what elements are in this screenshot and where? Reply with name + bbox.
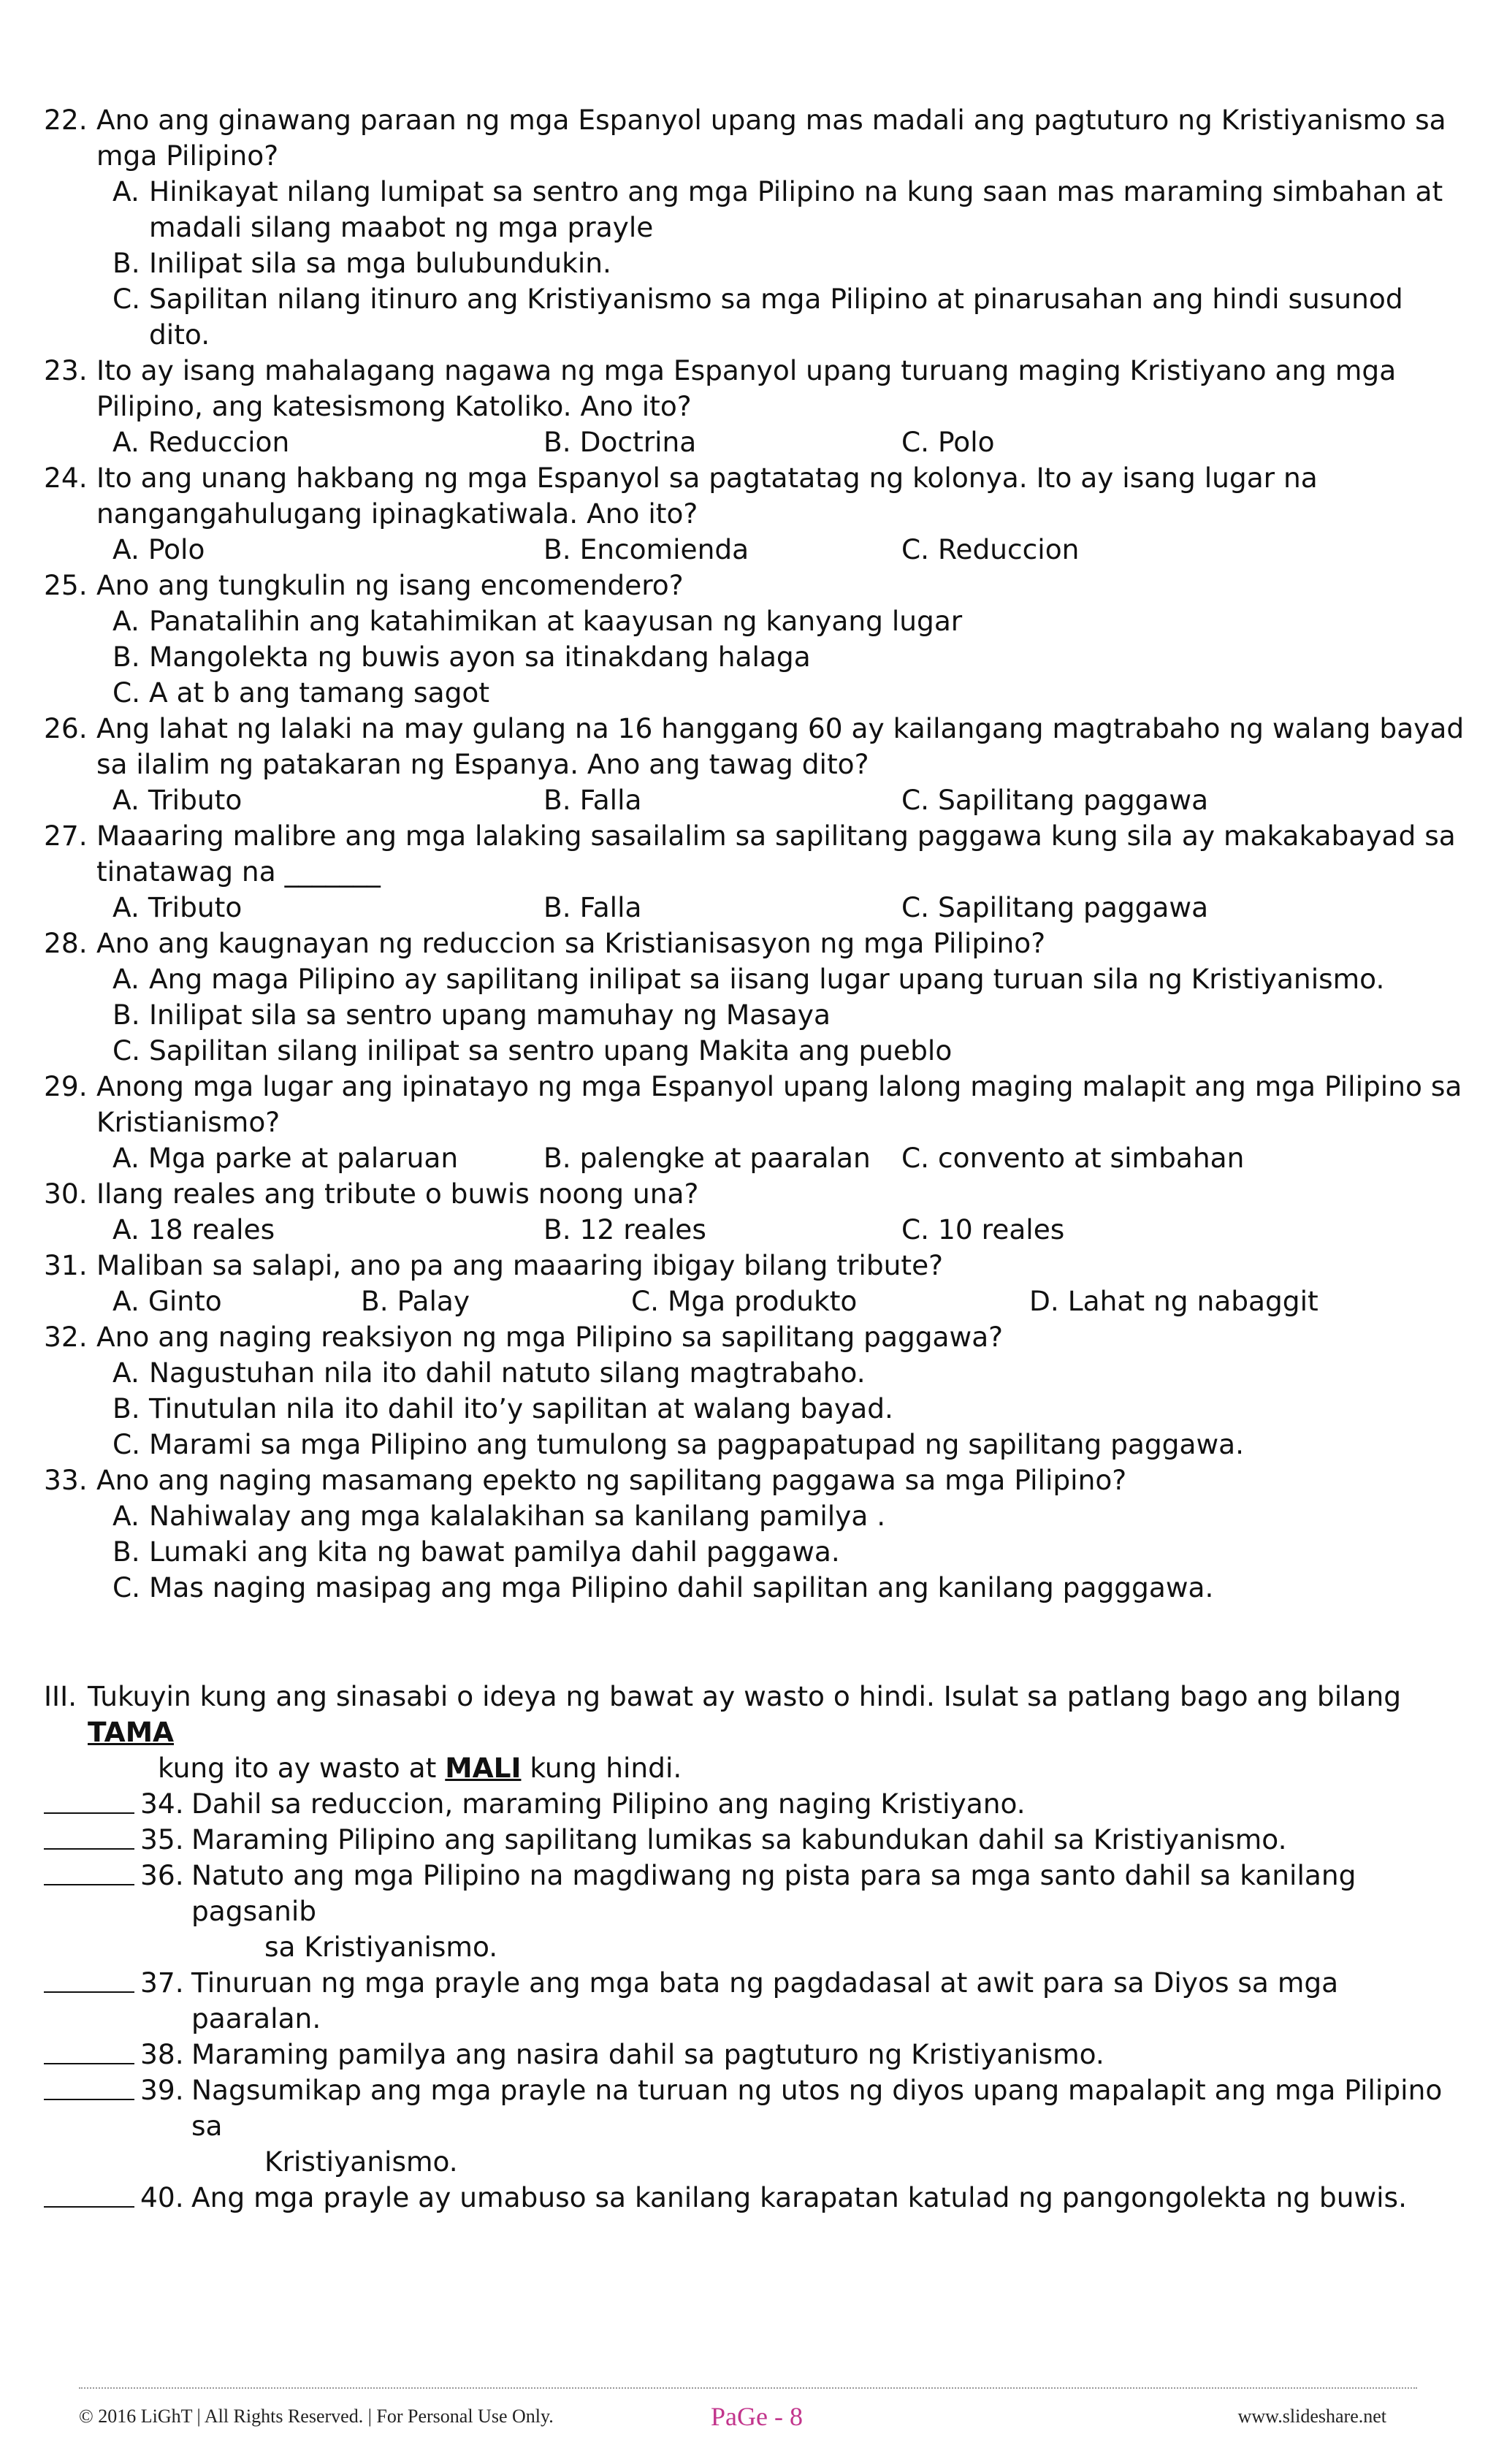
option-b: B. Falla <box>543 891 642 923</box>
option-c: C. Marami sa mga Pilipino ang tumulong sa pagpapatupad ng sapilitang paggawa. <box>112 1428 1245 1460</box>
question-29 <box>44 1069 1468 1140</box>
options-23 <box>112 424 1468 460</box>
option-b: B. Tinutulan nila ito dahil ito’y sapilitan at walang bayad. <box>112 1392 893 1424</box>
option-b: B. Mangolekta ng buwis ayon sa itinakdang halaga <box>112 641 811 673</box>
option-a: A. Ang maga Pilipino ay sapilitang inilipat sa iisang lugar upang turuan sila ng Kristiyanismo. <box>112 963 1385 995</box>
option-c: C. Sapilitan silang inilipat sa sentro upang Makita ang pueblo <box>112 1034 953 1067</box>
option-b: B. Lumaki ang kita ng bawat pamilya dahil paggawa. <box>112 1536 840 1568</box>
answer-blank[interactable] <box>44 1858 134 1885</box>
options-29 <box>112 1140 1468 1176</box>
tf-item-37: 37. Tinuruan ng mga prayle ang mga bata ng pagdadasal at awit para sa Diyos sa mga paaralan. <box>44 1965 1468 2037</box>
section-3-instructions: III. Tukuyin kung ang sinasabi o ideya ng bawat ay wasto o hindi. Isulat sa patlang bago ang bilang TAMA kung ito ay wasto at MALI kung hindi. <box>44 1680 1402 1784</box>
question-text: Ito ang unang hakbang ng mga Espanyol sa pagtatatag ng kolonya. Ito ay isang lugar na nangangahulugang ipinagkatiwala. Ano ito? <box>96 462 1318 530</box>
question-number: 29. <box>44 1070 88 1102</box>
site-url: www.slideshare.net <box>1237 2406 1386 2427</box>
question-text: Ano ang tungkulin ng isang encomendero? <box>96 569 684 601</box>
option-b: B. palengke at paaralan <box>543 1142 871 1174</box>
option-c: C. Reduccion <box>901 533 1080 565</box>
section-3 <box>44 1679 1468 2216</box>
question-number: 22. <box>44 104 88 136</box>
answer-blank[interactable] <box>44 2180 134 2208</box>
tama-keyword: TAMA <box>88 1716 175 1748</box>
question-number: 24. <box>44 462 88 494</box>
question-number: 32. <box>44 1321 88 1353</box>
question-text: Ano ang ginawang paraan ng mga Espanyol upang mas madali ang pagtuturo ng Kristiyanismo sa mga Pilipino? <box>96 104 1446 172</box>
answer-blank[interactable] <box>44 1965 134 1993</box>
option-a: A. Tributo <box>112 891 243 923</box>
footer-divider <box>79 2387 1417 2389</box>
option-c: C. A at b ang tamang sagot <box>112 676 490 709</box>
options-24 <box>112 532 1468 568</box>
option-c: C. Sapilitang paggawa <box>901 891 1209 923</box>
options-31 <box>112 1284 1468 1319</box>
option-b: B. Falla <box>543 784 642 816</box>
question-number: 25. <box>44 569 88 601</box>
option-a: A. 18 reales <box>112 1213 275 1246</box>
answer-blank[interactable] <box>44 1786 134 1814</box>
question-text: Ilang reales ang tribute o buwis noong una? <box>96 1178 699 1210</box>
question-33 <box>44 1462 1468 1498</box>
page-number: PaGe - 8 <box>711 2402 803 2431</box>
question-24 <box>44 460 1468 532</box>
page-footer <box>79 2401 1386 2430</box>
question-number: 30. <box>44 1178 88 1210</box>
option-b: B. Encomienda <box>543 533 749 565</box>
option-a: A. Hinikayat nilang lumipat sa sentro ang mga Pilipino na kung saan mas maraming simbahan at madali silang maabot ng mga prayle <box>112 175 1443 243</box>
option-c: C. Sapilitang paggawa <box>901 784 1209 816</box>
options-28 <box>112 961 1468 1069</box>
question-32 <box>44 1319 1468 1355</box>
option-c: C. convento at simbahan <box>901 1142 1245 1174</box>
options-32 <box>112 1355 1468 1462</box>
tf-item-34: 34. Dahil sa reduccion, maraming Pilipino ang naging Kristiyano. <box>44 1786 1468 1822</box>
question-text: Maaaring malibre ang mga lalaking sasailalim sa sapilitang paggawa kung sila ay makakabayad sa tinatawag na _______ <box>96 820 1456 888</box>
option-a: A. Panatalihin ang katahimikan at kaayusan ng kanyang lugar <box>112 605 963 637</box>
option-c: C. Sapilitan nilang itinuro ang Kristiyanismo sa mga Pilipino at pinarusahan ang hindi susunod dito. <box>112 283 1403 351</box>
mali-keyword: MALI <box>445 1752 522 1784</box>
question-text: Ito ay isang mahalagang nagawa ng mga Espanyol upang turuang maging Kristiyano ang mga Pilipino, ang katesismong Katoliko. Ano ito? <box>96 354 1397 422</box>
option-c: C. 10 reales <box>901 1213 1065 1246</box>
tf-item-39: 39. Nagsumikap ang mga prayle na turuan ng utos ng diyos upang mapalapit ang mga Pilipino sa Kristiyanismo. <box>44 2072 1468 2180</box>
question-number: 26. <box>44 712 88 744</box>
question-25 <box>44 568 1468 603</box>
tf-item-35: 35. Maraming Pilipino ang sapilitang lumikas sa kabundukan dahil sa Kristiyanismo. <box>44 1822 1468 1858</box>
question-number: 27. <box>44 820 88 852</box>
options-26 <box>112 782 1468 818</box>
question-text: Ano ang naging masamang epekto ng sapilitang paggawa sa mga Pilipino? <box>96 1464 1127 1496</box>
options-27 <box>112 890 1468 926</box>
option-a: A. Tributo <box>112 784 243 816</box>
option-a: A. Reduccion <box>112 426 290 458</box>
question-text: Anong mga lugar ang ipinatayo ng mga Espanyol upang lalong maging malapit ang mga Pilipino sa Kristianismo? <box>96 1070 1462 1138</box>
question-text: Ang lahat ng lalaki na may gulang na 16 hanggang 60 ay kailangang magtrabaho ng walang bayad sa ilalim ng patakaran ng Espanya. Ano ang tawag dito? <box>96 712 1465 780</box>
question-text: Ano ang naging reaksiyon ng mga Pilipino sa sapilitang paggawa? <box>96 1321 1004 1353</box>
question-number: 33. <box>44 1464 88 1496</box>
options-30 <box>112 1212 1468 1248</box>
option-a: A. Nahiwalay ang mga kalalakihan sa kanilang pamilya . <box>112 1500 886 1532</box>
option-b: B. Inilipat sila sa sentro upang mamuhay ng Masaya <box>112 999 831 1031</box>
worksheet-content <box>44 102 1468 2216</box>
question-27 <box>44 818 1468 890</box>
question-23 <box>44 353 1468 424</box>
option-c: C. Mga produkto <box>631 1285 858 1317</box>
option-b: B. Palay <box>361 1285 470 1317</box>
options-33 <box>112 1498 1468 1606</box>
question-number: 28. <box>44 927 88 959</box>
option-b: B. Doctrina <box>543 426 697 458</box>
tf-item-40: 40. Ang mga prayle ay umabuso sa kanilang karapatan katulad ng pangongolekta ng buwis. <box>44 2180 1468 2216</box>
option-a: A. Mga parke at palaruan <box>112 1142 459 1174</box>
answer-blank[interactable] <box>44 1822 134 1850</box>
options-25 <box>112 603 1468 711</box>
options-22 <box>112 174 1468 353</box>
question-28 <box>44 926 1468 961</box>
option-a: A. Ginto <box>112 1285 222 1317</box>
option-c: C. Mas naging masipag ang mga Pilipino dahil sapilitan ang kanilang pagggawa. <box>112 1571 1214 1603</box>
option-d: D. Lahat ng nabaggit <box>1029 1285 1318 1317</box>
option-c: C. Polo <box>901 426 995 458</box>
copyright-text: © 2016 LiGhT | All Rights Reserved. | For Personal Use Only. <box>79 2406 554 2427</box>
option-b: B. 12 reales <box>543 1213 706 1246</box>
tf-item-36: 36. Natuto ang mga Pilipino na magdiwang ng pista para sa mga santo dahil sa kanilang pagsanib sa Kristiyanismo. <box>44 1858 1468 1965</box>
answer-blank[interactable] <box>44 2072 134 2100</box>
question-text: Maliban sa salapi, ano pa ang maaaring ibigay bilang tribute? <box>96 1249 944 1281</box>
question-text: Ano ang kaugnayan ng reduccion sa Kristianisasyon ng mga Pilipino? <box>96 927 1046 959</box>
answer-blank[interactable] <box>44 2037 134 2064</box>
option-b: B. Inilipat sila sa mga bulubundukin. <box>112 247 611 279</box>
option-a: A. Nagustuhan nila ito dahil natuto silang magtrabaho. <box>112 1357 866 1389</box>
option-a: A. Polo <box>112 533 205 565</box>
question-26 <box>44 711 1468 782</box>
question-number: 31. <box>44 1249 88 1281</box>
question-31 <box>44 1248 1468 1284</box>
tf-item-38: 38. Maraming pamilya ang nasira dahil sa pagtuturo ng Kristiyanismo. <box>44 2037 1468 2072</box>
question-22 <box>44 102 1468 174</box>
question-30 <box>44 1176 1468 1212</box>
question-number: 23. <box>44 354 88 386</box>
